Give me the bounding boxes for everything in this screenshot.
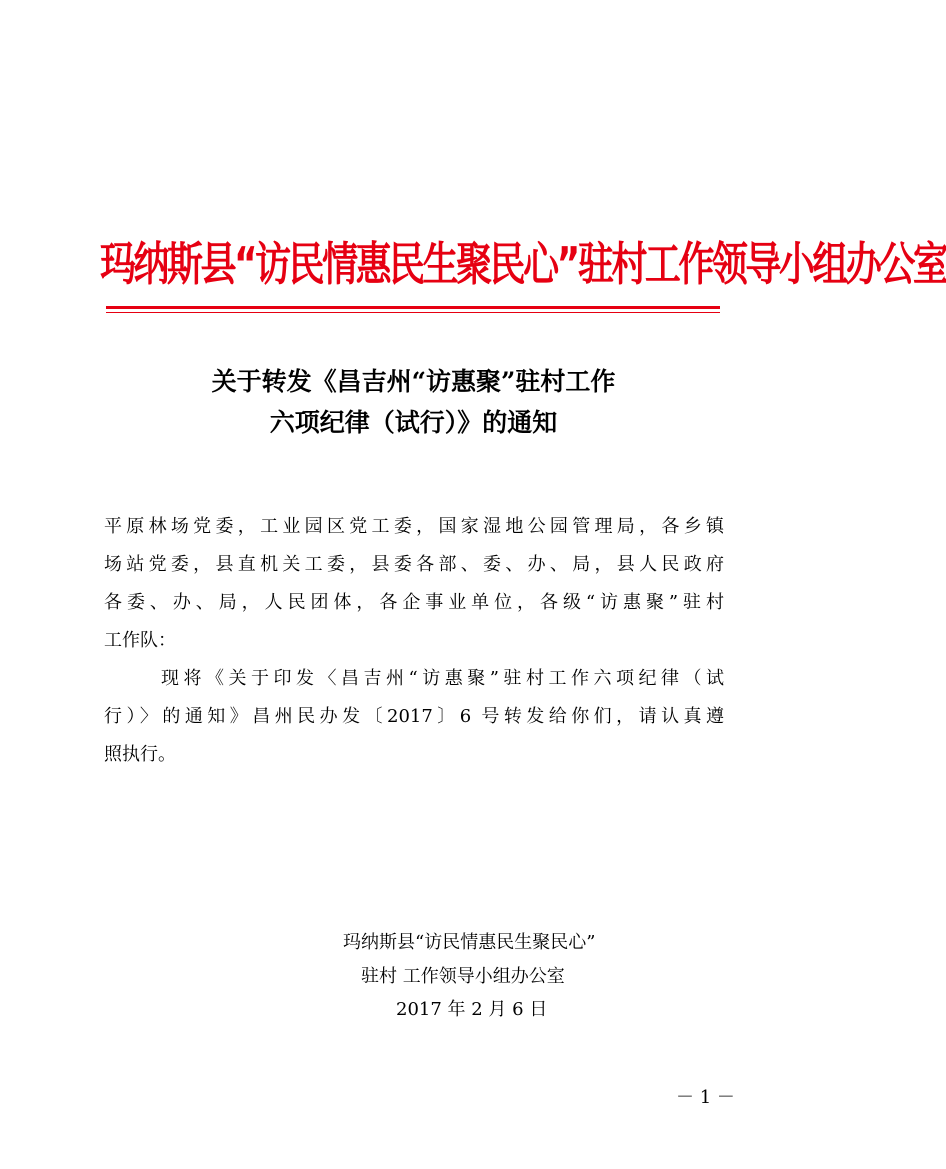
addressee-line: 平原林场党委，工业园区党工委，国家湿地公园管理局，各乡镇 (104, 516, 724, 537)
signature-org-line-1: 玛纳斯县“访民情惠民生聚民心” (343, 932, 596, 953)
header-red-rule-thick (106, 306, 720, 309)
document-title-line-2: 六项纪律（试行）》的通知 (269, 408, 558, 437)
signature-date: 2017 年 2 月 6 日 (396, 999, 548, 1020)
body-paragraph-line: 照执行。 (104, 744, 176, 765)
signature-org-line-2: 驻村 工作领导小组办公室 (361, 966, 565, 987)
body-paragraph-line: 现将《关于印发〈昌吉州“访惠聚”驻村工作六项纪律（试 (161, 668, 724, 689)
addressee-line: 场站党委，县直机关工委，县委各部、委、办、局，县人民政府 (104, 554, 724, 575)
issuer-header: 玛纳斯县“访民情惠民生聚民心”驻村工作领导小组办公室 (100, 239, 946, 292)
addressee-line: 工作队： (104, 630, 176, 651)
document-title-line-1: 关于转发《昌吉州“访惠聚”驻村工作 (211, 367, 616, 396)
page-number: － 1 － (676, 1087, 735, 1108)
header-red-rule-thin (106, 312, 720, 313)
addressee-line: 各委、办、局，人民团体，各企事业单位，各级“访惠聚”驻村 (104, 592, 724, 613)
body-paragraph-line: 行）〉的通知》昌州民办发〔2017〕6 号转发给你们，请认真遵 (104, 706, 724, 727)
